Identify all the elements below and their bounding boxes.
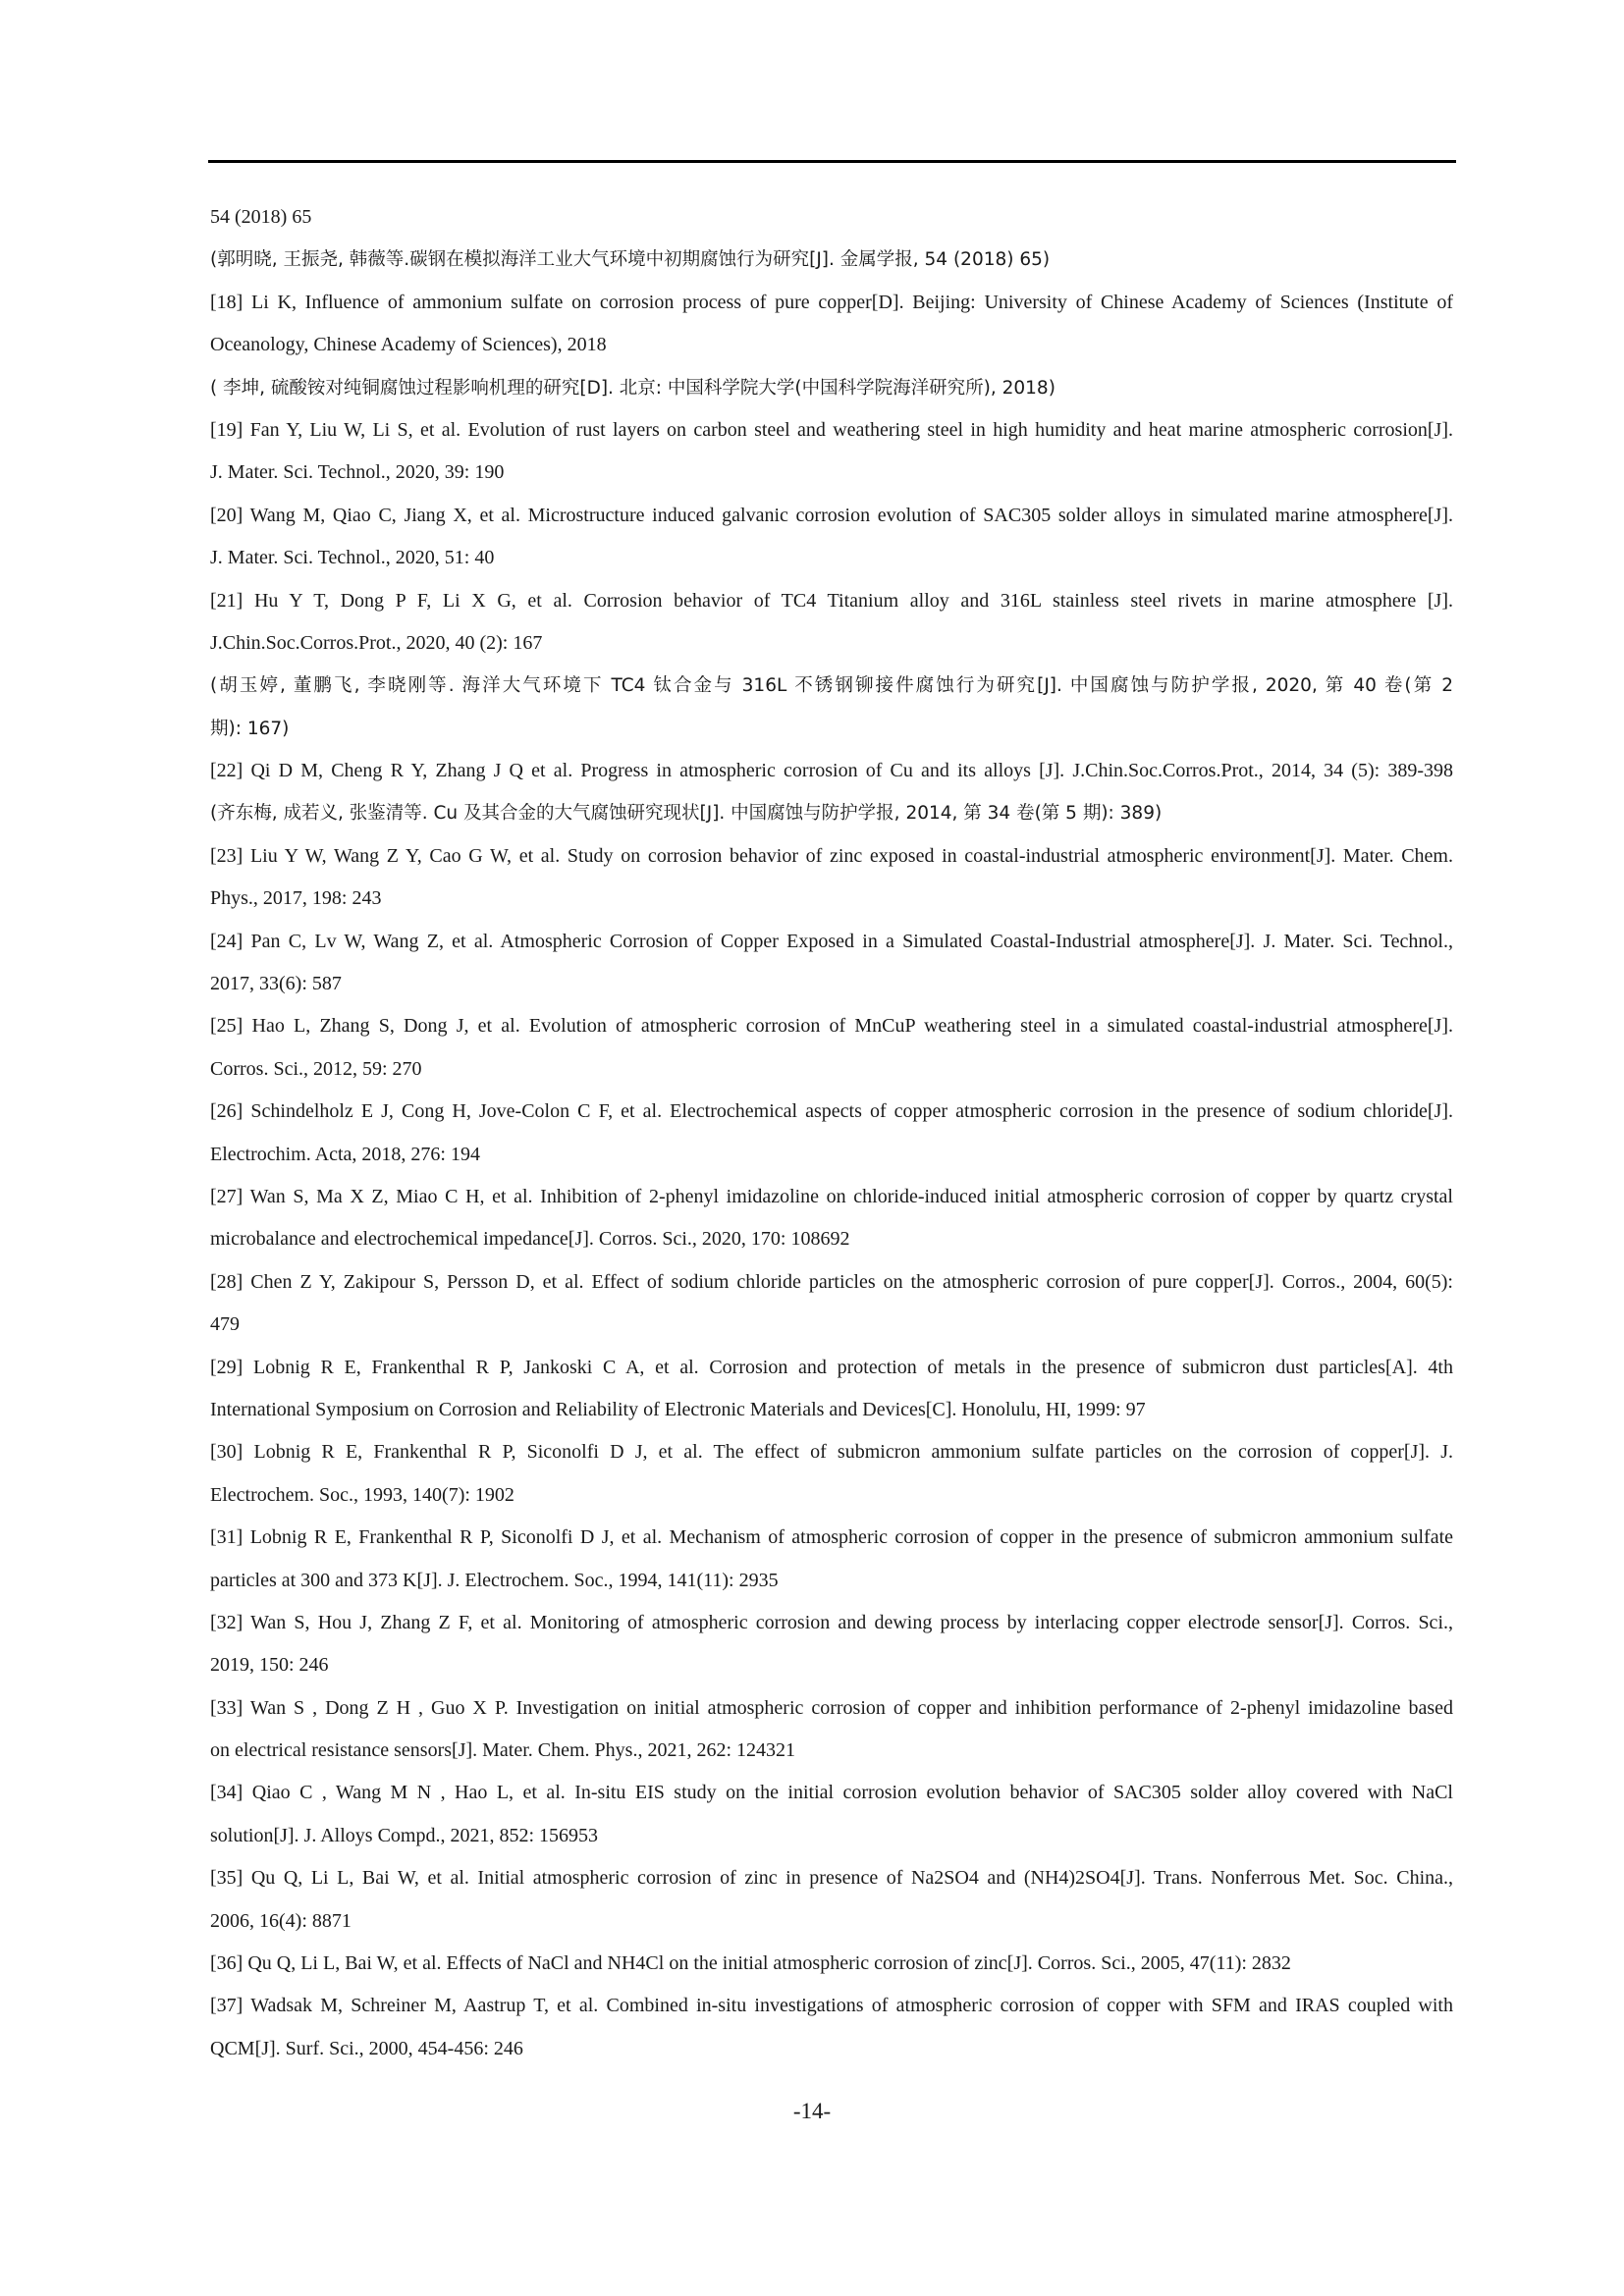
page-number: -14- — [792, 2099, 832, 2123]
reference-line: 2019, 150: 246 — [210, 1654, 329, 1677]
reference-line: microbalance and electrochemical impedance[J]. Corros. Sci., 2020, 170: 108692 — [210, 1228, 850, 1251]
reference-line: [34] Qiao C , Wang M N , Hao L, et al. In-situ EIS study on the initial corrosion evolution behavior of SAC305 solder alloy covered with NaCl — [210, 1782, 1453, 1804]
reference-line: [21] Hu Y T, Dong P F, Li X G, et al. Corrosion behavior of TC4 Titanium alloy and 316L stainless steel rivets in marine atmosphere [J]. — [210, 589, 1453, 612]
reference-list — [210, 196, 1453, 2070]
reference-line: solution[J]. J. Alloys Compd., 2021, 852: 156953 — [210, 1824, 599, 1846]
reference-line: (胡玉婷, 董鹏飞, 李晓刚等. 海洋大气环境下 TC4 钛合金与 316L 不锈钢铆接件腐蚀行为研究[J]. 中国腐蚀与防护学报, 2020, 第 40 卷(第 2 — [210, 675, 1453, 697]
reference-line: [37] Wadsak M, Schreiner M, Aastrup T, et al. Combined in-situ investigations of atmospheric corrosion of copper with SFM and IRAS coupled with — [210, 1995, 1453, 2017]
reference-line: [23] Liu Y W, Wang Z Y, Cao G W, et al. Study on corrosion behavior of zinc exposed in coastal-industrial atmospheric environment[J]. Mater. Chem. — [210, 844, 1453, 867]
reference-line: [29] Lobnig R E, Frankenthal R P, Jankoski C A, et al. Corrosion and protection of metals in the presence of submicron dust particles[A]. 4th — [210, 1356, 1453, 1378]
reference-line: Oceanology, Chinese Academy of Sciences), 2018 — [210, 334, 607, 356]
reference-line: QCM[J]. Surf. Sci., 2000, 454-456: 246 — [210, 2037, 523, 2059]
reference-line: 54 (2018) 65 — [210, 206, 312, 228]
reference-line: [32] Wan S, Hou J, Zhang Z F, et al. Monitoring of atmospheric corrosion and dewing process by interlacing copper electrode sensor[J]. Corros. Sci., — [210, 1611, 1453, 1633]
reference-line: [19] Fan Y, Liu W, Li S, et al. Evolution of rust layers on carbon steel and weathering steel in high humidity and heat marine atmospheric corrosion[J]. — [210, 418, 1453, 441]
reference-line: Electrochem. Soc., 1993, 140(7): 1902 — [210, 1483, 514, 1506]
reference-line: 2006, 16(4): 8871 — [210, 1909, 352, 1932]
reference-line: International Symposium on Corrosion and Reliability of Electronic Materials and Devices[C]. Honolulu, HI, 1999: 97 — [210, 1398, 1146, 1420]
reference-line: [27] Wan S, Ma X Z, Miao C H, et al. Inhibition of 2-phenyl imidazoline on chloride-induced initial atmospheric corrosion of copper by quartz crystal — [210, 1185, 1453, 1207]
reference-line: J. Mater. Sci. Technol., 2020, 39: 190 — [210, 461, 505, 484]
reference-line: [31] Lobnig R E, Frankenthal R P, Siconolfi D J, et al. Mechanism of atmospheric corrosion of copper in the presence of submicron ammonium sulfate — [210, 1526, 1453, 1549]
reference-line: Corros. Sci., 2012, 59: 270 — [210, 1057, 422, 1080]
reference-line: Electrochim. Acta, 2018, 276: 194 — [210, 1143, 480, 1165]
reference-line: [36] Qu Q, Li L, Bai W, et al. Effects of NaCl and NH4Cl on the initial atmospheric corrosion of zinc[J]. Corros. Sci., 2005, 47(11): 2832 — [210, 1952, 1291, 1975]
header-rule — [208, 160, 1456, 163]
reference-line: 期): 167) — [210, 718, 290, 739]
reference-line: J. Mater. Sci. Technol., 2020, 51: 40 — [210, 547, 495, 569]
reference-line: [33] Wan S , Dong Z H , Guo X P. Investigation on initial atmospheric corrosion of copper and inhibition performance of 2-phenyl imidazoline based — [210, 1696, 1453, 1719]
reference-line: [20] Wang M, Qiao C, Jiang X, et al. Microstructure induced galvanic corrosion evolution of SAC305 solder alloys in simulated marine atmosphere[J]. — [210, 504, 1453, 526]
reference-line: 479 — [210, 1313, 240, 1336]
reference-line: J.Chin.Soc.Corros.Prot., 2020, 40 (2): 167 — [210, 631, 543, 654]
reference-line: on electrical resistance sensors[J]. Mater. Chem. Phys., 2021, 262: 124321 — [210, 1739, 795, 1762]
reference-line: [26] Schindelholz E J, Cong H, Jove-Colon C F, et al. Electrochemical aspects of copper atmospheric corrosion in the presence of sodium chloride[J]. — [210, 1100, 1453, 1123]
reference-line: (齐东梅, 成若义, 张鉴清等. Cu 及其合金的大气腐蚀研究现状[J]. 中国腐蚀与防护学报, 2014, 第 34 卷(第 5 期): 389) — [210, 803, 1163, 825]
reference-line: [18] Li K, Influence of ammonium sulfate on corrosion process of pure copper[D]. Beijing: University of Chinese Academy of Sciences (Institute of — [210, 291, 1453, 313]
reference-line: [28] Chen Z Y, Zakipour S, Persson D, et al. Effect of sodium chloride particles on the atmospheric corrosion of pure copper[J]. Corros., 2004, 60(5): — [210, 1270, 1453, 1293]
reference-line: [30] Lobnig R E, Frankenthal R P, Siconolfi D J, et al. The effect of submicron ammonium sulfate particles on the corrosion of copper[J]. J. — [210, 1441, 1453, 1464]
reference-line: particles at 300 and 373 K[J]. J. Electrochem. Soc., 1994, 141(11): 2935 — [210, 1569, 779, 1591]
reference-line: (郭明晓, 王振尧, 韩薇等.碳钢在模拟海洋工业大气环境中初期腐蚀行为研究[J]. 金属学报, 54 (2018) 65) — [210, 249, 1051, 271]
reference-line: ( 李坤, 硫酸铵对纯铜腐蚀过程影响机理的研究[D]. 北京: 中国科学院大学(中国科学院海洋研究所), 2018) — [210, 377, 1056, 399]
reference-line: Phys., 2017, 198: 243 — [210, 887, 382, 910]
reference-line: [24] Pan C, Lv W, Wang Z, et al. Atmospheric Corrosion of Copper Exposed in a Simulated Coastal-Industrial atmosphere[J]. J. Mater. Sci. Technol., — [210, 930, 1453, 952]
reference-line: [35] Qu Q, Li L, Bai W, et al. Initial atmospheric corrosion of zinc in presence of Na2SO4 and (NH4)2SO4[J]. Trans. Nonferrous Met. Soc. China., — [210, 1867, 1453, 1890]
reference-line: [22] Qi D M, Cheng R Y, Zhang J Q et al. Progress in atmospheric corrosion of Cu and its alloys [J]. J.Chin.Soc.Corros.Prot., 2014, 34 (5): 389-398 — [210, 760, 1453, 782]
reference-line: 2017, 33(6): 587 — [210, 973, 342, 995]
reference-line: [25] Hao L, Zhang S, Dong J, et al. Evolution of atmospheric corrosion of MnCuP weathering steel in a simulated coastal-industrial atmosphere[J]. — [210, 1015, 1453, 1038]
